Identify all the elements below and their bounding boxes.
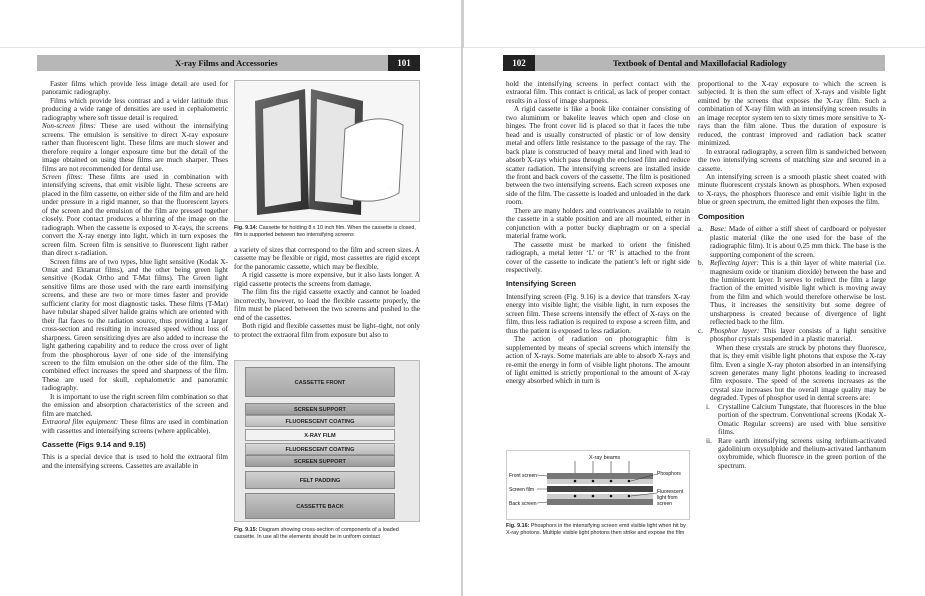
- left-column-2: [234, 246, 420, 339]
- layer-felt-padding: FELT PADDING: [245, 471, 395, 489]
- paragraph: The action of radiation on photographic film is supplemented by means of special screens which intensify the action of X-rays. Some materials are able to absorb X-rays and re-emit the energy in form of visible light photons. The amount of light emitted is strictly proportional to the amount of X-ray energy absorbed which in turn is: [506, 335, 690, 386]
- figure-9-15-diagram: [234, 360, 420, 522]
- paragraph: In extraoral radiography, a screen film is sandwiched between the two intensifying screens of matching size and secured in a cassette.: [698, 147, 886, 173]
- list-item: ii. Rare earth intensifying screens using terbium-activated gadolinium oxysulphide and thelium-activated lanthanum oxybromide, which fluoresce in the green portion of the spectrum.: [706, 436, 886, 470]
- layer-fluorescent-coating: FLUORESCENT COATING: [245, 415, 395, 427]
- intensifying-screen-diagram: [507, 451, 689, 519]
- left-page-number-box: [388, 55, 420, 71]
- right-running-head-text: Textbook of Dental and Maxillofacial Radiology: [613, 58, 787, 68]
- x-ray-beam-lines: [575, 461, 629, 473]
- list-item-continued: When these crystals are struck by photons they fluoresce, that is, they emit visible light photons that expose the X-ray film. Even a single X-ray photon absorbed in an intensifying screen generates many light photons leading to increased film exposure. The speed of the screens increases as the crystal size increases but the overall image quality may be degraded. Types of phosphor used in dental screens are:: [710, 343, 886, 403]
- section-heading-composition: Composition: [698, 211, 745, 221]
- figure-9-14-image: [234, 80, 420, 222]
- paragraph: a variety of sizes that correspond to the film and screen sizes. A cassette may be flexible or rigid, most cassettes are rigid except for the panoramic cassette, which may be flexible.: [234, 246, 420, 271]
- paragraph: There are many holders and contrivances available to retain the cassette in a stable position and are all mounted, either in conjunction with a potter bucky diaphragm or on a special material frame work.: [506, 206, 690, 241]
- term-extraoral-film-equipment: Extraoral film equipment:: [42, 418, 119, 427]
- figure-9-16-diagram: [506, 450, 690, 520]
- layer-cassette-back: CASSETTE BACK: [245, 493, 395, 519]
- film-sheet: [341, 119, 403, 201]
- paragraph: Films which provide less contrast and a wider latitude thus producing a wide range of densities are used in cephalometric radiography where soft tissue detail is required.: [42, 96, 228, 122]
- figure-label: Fig. 9.16:: [506, 523, 530, 529]
- screen-film-layer: [547, 486, 653, 492]
- label-back-screen: Back screen: [509, 501, 537, 507]
- section-heading-cassette: Cassette (Figs 9.14 and 9.15): [42, 440, 146, 450]
- layer-screen-support: SCREEN SUPPORT: [245, 403, 395, 415]
- paragraph: It is important to use the right screen film combination so that the emission and absorption characteristics of the screen and film are matched.: [42, 392, 228, 418]
- layer-screen-support: SCREEN SUPPORT: [245, 455, 395, 467]
- front-screen-layer: [547, 473, 653, 479]
- term-non-screen-films: Non-screen films:: [42, 122, 96, 131]
- list-item: a. Base: Made of either a stiff sheet of cardboard or polyester plastic material (like the one used for the base of the radiographic film). It is about 0.25 mm thick. The base is the supporting component of the screen.: [698, 225, 886, 259]
- layer-x-ray-film: X-RAY FILM: [245, 429, 395, 441]
- paragraph: Intensifying screen (Fig. 9.16) is a device that transfers X-ray energy into visible light; the visible light, in turn exposes the screen film. These screens intensify the effect of X-rays on the film, thus less radiation is required to expose a screen film, and thus the patient is exposed to less radiation.: [506, 292, 690, 335]
- left-running-head-text: X-ray Films and Accessories: [175, 58, 278, 68]
- figure-label: Fig. 9.14:: [234, 225, 258, 231]
- term-screen-films: Screen films:: [42, 172, 83, 181]
- paragraph: The cassette must be marked to orient the finished radiograph, a metal letter ‘L’ or ‘R’ is attached to the front cover of the cassette to indicate the patient’s left or right side respectively.: [506, 240, 690, 274]
- label-front-screen: Front screen: [509, 473, 538, 479]
- paragraph: proportional to the X-ray exposure to which the screen is subjected. It is then the sum effect of X-rays and visible light emitted by the screens that exposes the X-ray film. Such a combination of X-ray film with an intensifying screen results in an image receptor system ten to sixty times more sensitive to X-rays than the film alone. Thus the duration of exposure is reduced, the contrast improved and radiation back scatter minimized.: [698, 80, 886, 148]
- composition-list: [698, 225, 886, 470]
- paragraph: This is a special device that is used to hold the extraoral film and the intensifying screens. Cassettes are available in: [42, 453, 228, 470]
- paragraph: Faster films which provide less image detail are used for panoramic radiography.: [42, 80, 228, 97]
- paragraph: hold the intensifying screens in perfect contact with the extraoral film. This contact is critical, as lack of proper contact results in a loss of image sharpness.: [506, 80, 690, 105]
- list-item: b. Reflecting layer: This is a thin layer of white material (i.e. magnesium oxide or titanium dioxide) between the base and the luminiscent layer. It serves to redirect the film a large fraction of the emitted visible light which is moving away from the film and which would therefore otherwise be lost. Thus, it increases the sensitivity but some degree of unsharpness is created because of divergence of light reflected back to the film.: [698, 259, 886, 327]
- right-page-number-box: [503, 55, 535, 71]
- label-fluorescent-light: Fluorescent light from screen: [657, 489, 684, 507]
- list-item: c. Phosphor layer: This layer consists of a light sensitive phosphor crystals suspended in a plastic material.: [698, 326, 886, 344]
- layer-fluorescent-coating: FLUORESCENT COATING: [245, 443, 395, 455]
- cassette-illustration: [235, 81, 419, 221]
- label-x-ray-beams: X-ray beams: [589, 455, 621, 461]
- right-column-1: [506, 80, 690, 386]
- back-screen-layer: [547, 499, 653, 505]
- section-heading-intensifying-screen: Intensifying Screen: [506, 279, 577, 289]
- left-running-head: [37, 55, 419, 71]
- label-screen-film: Screen film: [509, 487, 535, 493]
- paragraph: Screen films are of two types, blue light sensitive (Kodak X-Omat and Ektamat films), and the other being green light sensitive (Kodak Ortho and T-Mat films). The Green light sensitive films are those used with the rare earth intensifying screens, and these are two or more times faster and provide sufficient clarity for most diagnostic tasks. These films (T-Mat) have tubular shaped silver halide grains which are oriented with their flat faces to the radiation source, thus providing a larger cross-section and resulting in increased speed without loss of sharpness. Green sensitizing dyes are also added to increase the light gathering capability and to reduce the cross over of light from the phosphorous layer of one side of the intensifying screen to the film emulsion on the other side of the film. The combined effect increases the speed and sharpness of the film. These are used for skull, cephalometric and panoramic radiography.: [42, 257, 228, 393]
- figure-label: Fig. 9.15:: [234, 527, 258, 533]
- layer-cassette-front: CASSETTE FRONT: [245, 367, 395, 397]
- paragraph: The film fits the rigid cassette exactly and cannot be loaded incorrectly, however, to load the flexible cassette properly, the film must be placed between the two screens and pushed to the end of the cassettes.: [234, 288, 420, 322]
- paragraph: A rigid cassette is like a book like container consisting of two aluminum or bakelite leaves which open and close on hinges. The front cover lid is placed so that it faces the tube head and is usually constructed of plastic or of low density metal and offers little resistance to the passage of the ray. The back plate is constructed of heavy metal and lined with lead to absorb X-rays which pass through the enclosed film and reduce scatter radiation. The intensifying screens are installed inside the front and back covers of the cassette. The film is positioned between the two intensifying screens. Each screen exposes one side of the film. The cassette is loaded and unloaded in the dark room.: [506, 105, 690, 207]
- left-column-1: [42, 80, 228, 470]
- right-column-2: [698, 80, 886, 470]
- left-page-number: 101: [397, 58, 411, 68]
- right-running-head: [535, 55, 885, 71]
- paragraph: Both rigid and flexible cassettes must be light–tight, not only to protect the extraoral film from exposure but also to: [234, 322, 420, 339]
- paragraph: These films are used in combination with intensifying screens, that emit visible light. These screens are placed in the film cassette, on either side of the film and are held under pressure in a rigid manner, so that the fluorescent layers of the screen and the emulsion of the film are pressed together closely. Poor contact produces a blurring of the image on the radiograph. When the cassette is exposed to X-rays, the screens convert the X-ray energy into light, which in turn exposes the screen film. Screen film is sensitive to fluorescent light rather than direct x-radiation.: [42, 172, 229, 258]
- right-page-number: 102: [512, 58, 526, 68]
- list-item: i. Crystalline Calcium Tungstate, that fluoresces in the blue portion of the spectrum. Conventional screens (Kodak X-Omatic Regular screens) are used with blue sensitive films.: [706, 402, 886, 437]
- figure-9-16-caption: Fig. 9.16: Phosphors in the intensifying screen emit visible light when hit by X-ray photons. Multiple visible light photons then strike and expose the film: [506, 523, 686, 536]
- paragraph: These films are used in combination with cassettes and intensifying screens (where applicable).: [42, 418, 228, 435]
- label-phosphors: Phosphors: [657, 471, 681, 477]
- figure-9-15-caption: Fig. 9.15: Diagram showing cross-section of components of a loaded cassette. In use all the elements should be in uniform contact: [234, 527, 399, 540]
- paragraph: These are used without the intensifying screens. The emulsion is sensitive to direct X-ray exposure rather than fluorescent light. These films are much slower and therefore require a longer exposure time but the detail of the image obtained on using these films are much sharper. Thses films are not recommended for dental use.: [42, 122, 229, 173]
- paragraph: An intensifying screen is a smooth plastic sheet coated with minute fluorescent crystals known as phosphors. When exposed to X-rays, the phosphors fluoresce and emit visible light in the blue or green spectrum, the emitted light then exposes the film.: [698, 172, 886, 207]
- paragraph: A rigid cassette is more expensive, but it also lasts longer. A rigid cassette protects the screens from damage.: [234, 271, 420, 288]
- phosphor-types-list: [698, 403, 886, 471]
- figure-9-14-caption: Fig. 9.14: Cassette for holding 8 x 10 inch film. When the cassette is closed, film is supported between two intensifying screens: [234, 225, 416, 238]
